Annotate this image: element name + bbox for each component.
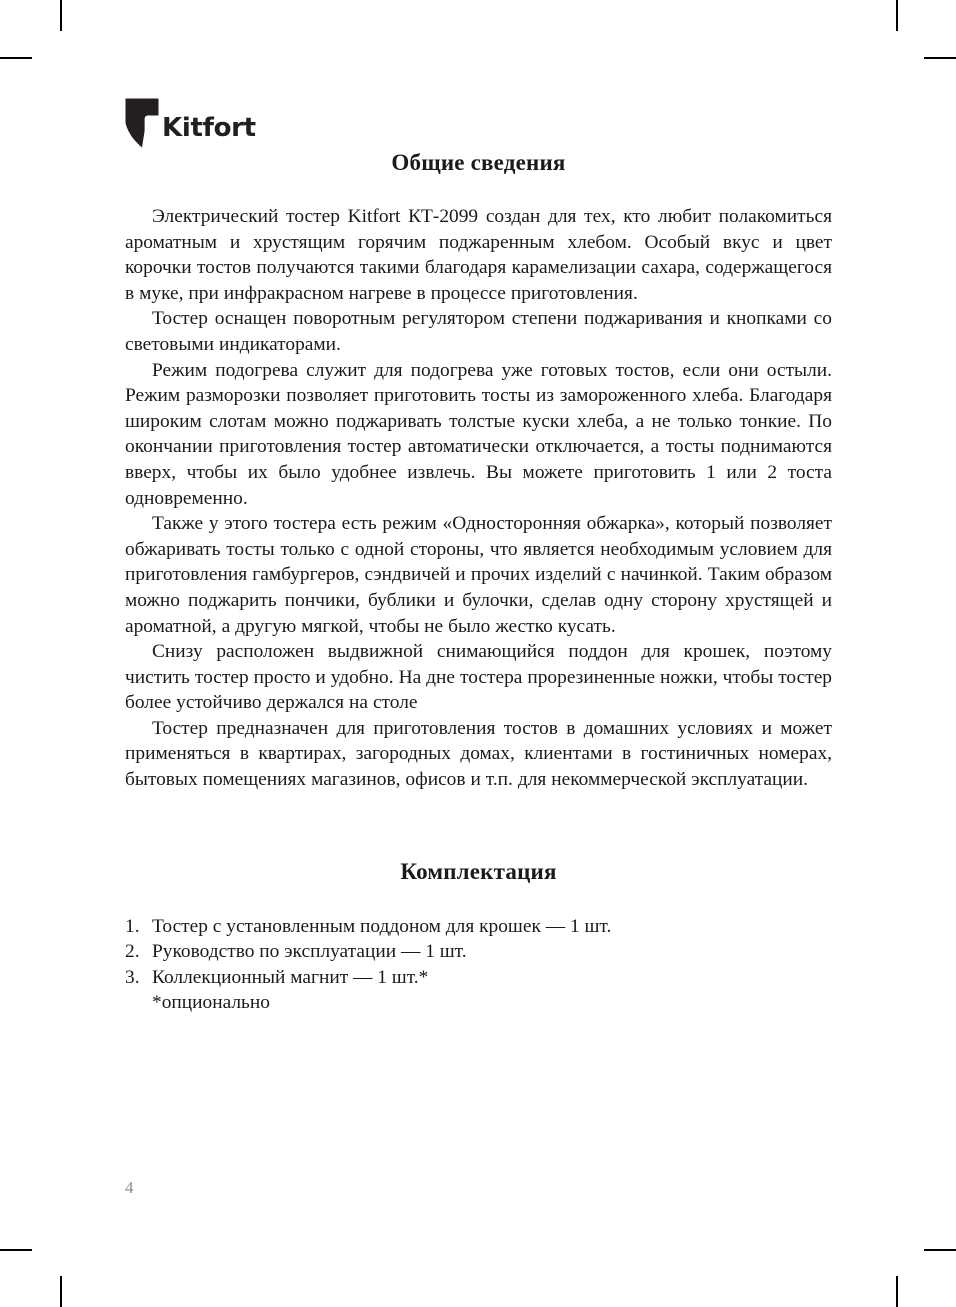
paragraph: Также у этого тостера есть режим «Односторонняя обжарка», который позволяет обжаривать тосты только с одной стороны, что является необходимым условием для приготовления гамбургеров, сэндвичей и прочих изделий с начинкой. Таким образом можно поджарить пончики, бублики и булочки, сделав одну сторону хрустящей и ароматной, а другую мягкой, чтобы не было жестко кусать. <box>125 513 832 637</box>
brand-logo <box>125 92 256 148</box>
paragraph: Электрический тостер Kitfort КТ-2099 создан для тех, кто любит полакомиться ароматным и хрустящим горячим поджаренным хлебом. Особый вкус и цвет корочки тостов получаются такими благодаря карамелизации сахара, содержащегося в муке, при инфракрасном нагреве в процессе приготовления. <box>125 206 832 304</box>
section-heading-general-info: Общие сведения <box>391 150 566 175</box>
section-heading-package-contents: Комплектация <box>400 858 557 884</box>
crop-mark-top-right-vertical <box>896 0 898 31</box>
paragraph: Тостер оснащен поворотным регулятором степени поджаривания и кнопками со световыми индикаторами. <box>125 308 832 355</box>
page-content <box>125 150 832 1016</box>
package-contents-list <box>125 914 832 991</box>
crop-mark-bottom-right-horizontal <box>924 1249 956 1251</box>
list-item <box>125 914 832 940</box>
kitfort-shield-icon <box>125 98 159 148</box>
brand-wordmark: Kitfort <box>162 113 256 143</box>
list-item-label: Коллекционный магнит — 1 шт.* <box>152 966 429 988</box>
list-item-number: 2. <box>125 941 140 963</box>
list-item <box>125 965 832 991</box>
crop-mark-top-right-horizontal <box>924 57 956 59</box>
list-item-number: 3. <box>125 966 140 988</box>
paragraph: Тостер предназначен для приготовления тостов в домашних условиях и может применяться в квартирах, загородных домах, клиентами в гостиничных номерах, бытовых помещениях магазинов, офисов и т.п. для некоммерческой эксплуатации. <box>125 717 832 791</box>
list-item-label: Тостер с установленным поддоном для крошек — 1 шт. <box>152 915 612 937</box>
page-number: 4 <box>125 1178 134 1197</box>
paragraph: Снизу расположен выдвижной снимающийся поддон для крошек, поэтому чистить тостер просто и удобно. На дне тостера прорезиненные ножки, чтобы тостер более устойчиво держался на столе <box>125 641 832 714</box>
crop-mark-bottom-right-vertical <box>896 1276 898 1307</box>
crop-mark-top-left-vertical <box>60 0 62 31</box>
crop-mark-bottom-left-horizontal <box>0 1249 32 1251</box>
list-item <box>125 939 832 965</box>
crop-mark-bottom-left-vertical <box>60 1276 62 1307</box>
list-item-label: Руководство по эксплуатации — 1 шт. <box>152 941 467 963</box>
footnote: *опционально <box>152 992 270 1014</box>
list-item-number: 1. <box>125 915 140 937</box>
crop-mark-top-left-horizontal <box>0 57 32 59</box>
paragraph: Режим подогрева служит для подогрева уже готовых тостов, если они остыли. Режим разморозки позволяет приготовить тосты из замороженного хлеба. Благодаря широким слотам можно поджаривать толстые куски хлеба, а не только тонкие. По окончании приготовления тостер автоматически отключается, а тосты поднимаются вверх, чтобы их было удобнее извлечь. Вы можете приготовить 1 или 2 тоста одновременно. <box>125 359 832 509</box>
